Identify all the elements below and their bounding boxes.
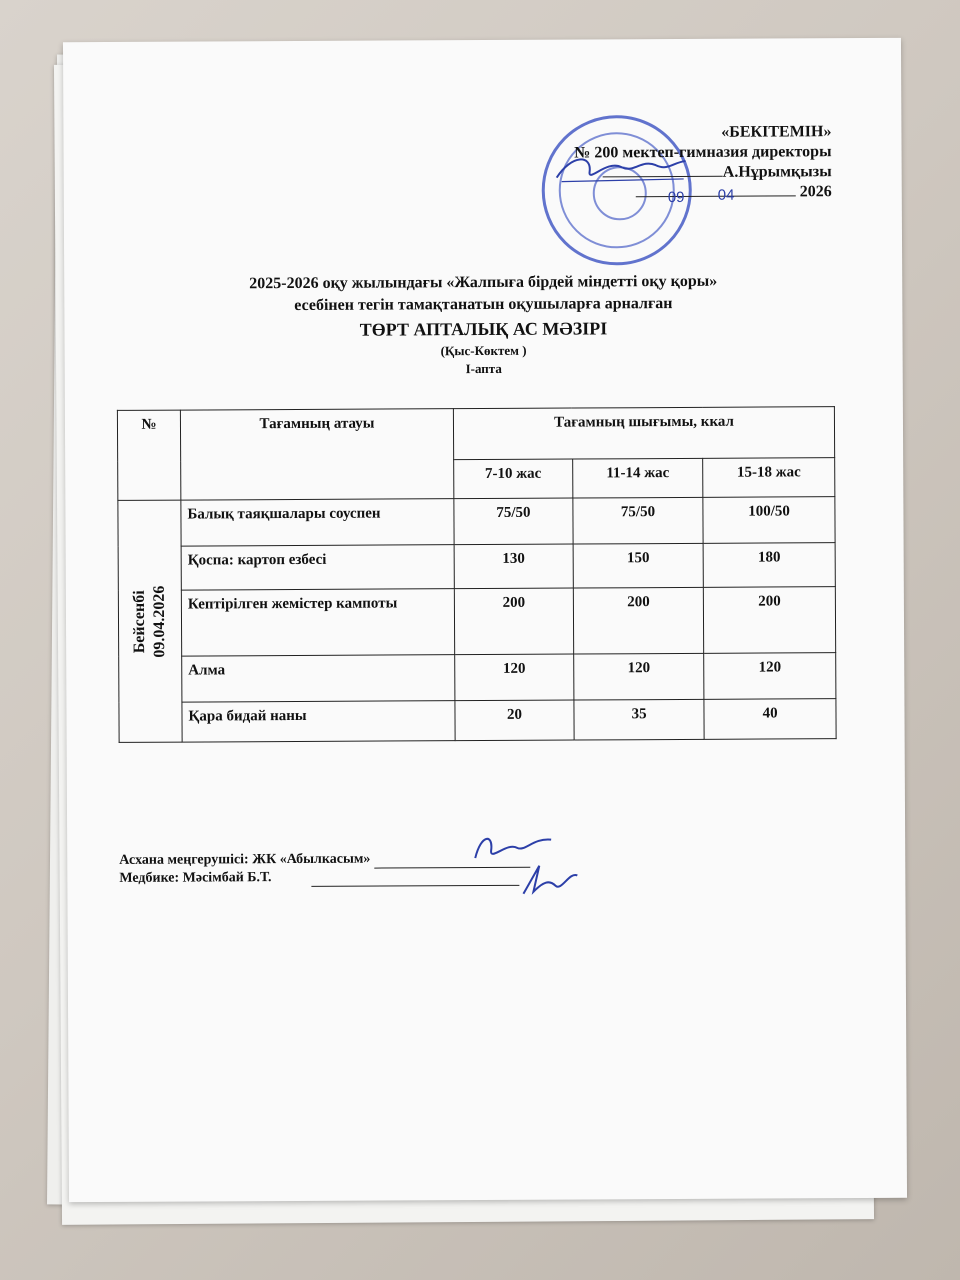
table-row (118, 497, 835, 547)
title-line-1: 2025-2026 оқу жылындағы «Жалпыға бірдей міндетті оқу қоры» (249, 272, 718, 293)
yield-7-10: 200 (454, 588, 573, 655)
yield-15-18: 120 (704, 653, 836, 700)
nurse-label: Медбике: Мәсімбай Б.Т. (119, 870, 272, 886)
header-num: № (117, 410, 180, 500)
canteen-manager-signature (467, 830, 557, 866)
dish-name: Балық таяқшалары соуспен (181, 499, 454, 546)
yield-11-14: 120 (574, 653, 705, 700)
title-line-2: есебінен тегін тамақтанатын оқушыларға арналған (294, 295, 673, 314)
approval-name: А.Нұрымқызы (722, 163, 832, 181)
approval-position: № 200 мектеп-гимназия директоры (574, 143, 832, 162)
header-dish-name: Тағамның атауы (180, 409, 453, 500)
document-sheet (63, 38, 907, 1202)
document-title (64, 270, 903, 380)
day-cell (118, 500, 182, 742)
menu-table (117, 406, 837, 743)
approval-block (574, 122, 832, 203)
header-yield: Тағамның шығымы, ккал (453, 407, 834, 460)
title-line-3: ТӨРТ АПТАЛЫҚ АС МӘЗІРІ (359, 318, 608, 340)
approval-year: 2026 (799, 183, 832, 201)
approval-heading: «БЕКІТЕМІН» (721, 123, 832, 141)
yield-7-10: 75/50 (454, 498, 573, 545)
yield-7-10: 120 (455, 654, 574, 701)
yield-15-18: 100/50 (703, 497, 835, 544)
nurse-signature (513, 861, 583, 897)
header-age-7-10: 7-10 жас (454, 459, 573, 499)
yield-11-14: 75/50 (573, 497, 704, 544)
table-row (118, 587, 835, 657)
header-age-15-18: 15-18 жас (703, 458, 835, 498)
dish-name: Кептірілген жемістер кампоты (181, 589, 454, 656)
table-row (119, 653, 836, 703)
day-date: 09.04.2026 (150, 585, 169, 658)
yield-7-10: 20 (455, 700, 574, 741)
dish-name: Қара бидай наны (182, 701, 455, 742)
title-line-4: (Қыс-Көктем ) (440, 342, 527, 359)
yield-11-14: 200 (573, 587, 704, 654)
yield-15-18: 200 (704, 587, 836, 654)
yield-15-18: 40 (704, 699, 836, 740)
approval-hand-month: 04 (717, 186, 735, 204)
dish-name: Қоспа: картоп езбесі (181, 545, 454, 590)
canteen-manager-label: Асхана меңгерушісі: ЖК «Абылкасым» (119, 851, 371, 868)
yield-7-10: 130 (454, 544, 573, 589)
table-row (118, 543, 835, 591)
yield-11-14: 150 (573, 543, 704, 588)
table-row (119, 699, 836, 743)
yield-11-14: 35 (574, 699, 705, 740)
yield-15-18: 180 (703, 543, 835, 588)
day-weekday: Бейсенбі (130, 589, 149, 653)
approval-hand-day: 09 (667, 188, 685, 207)
dish-name: Алма (182, 655, 455, 702)
header-age-11-14: 11-14 жас (573, 458, 704, 498)
title-line-5: І-апта (465, 360, 502, 377)
